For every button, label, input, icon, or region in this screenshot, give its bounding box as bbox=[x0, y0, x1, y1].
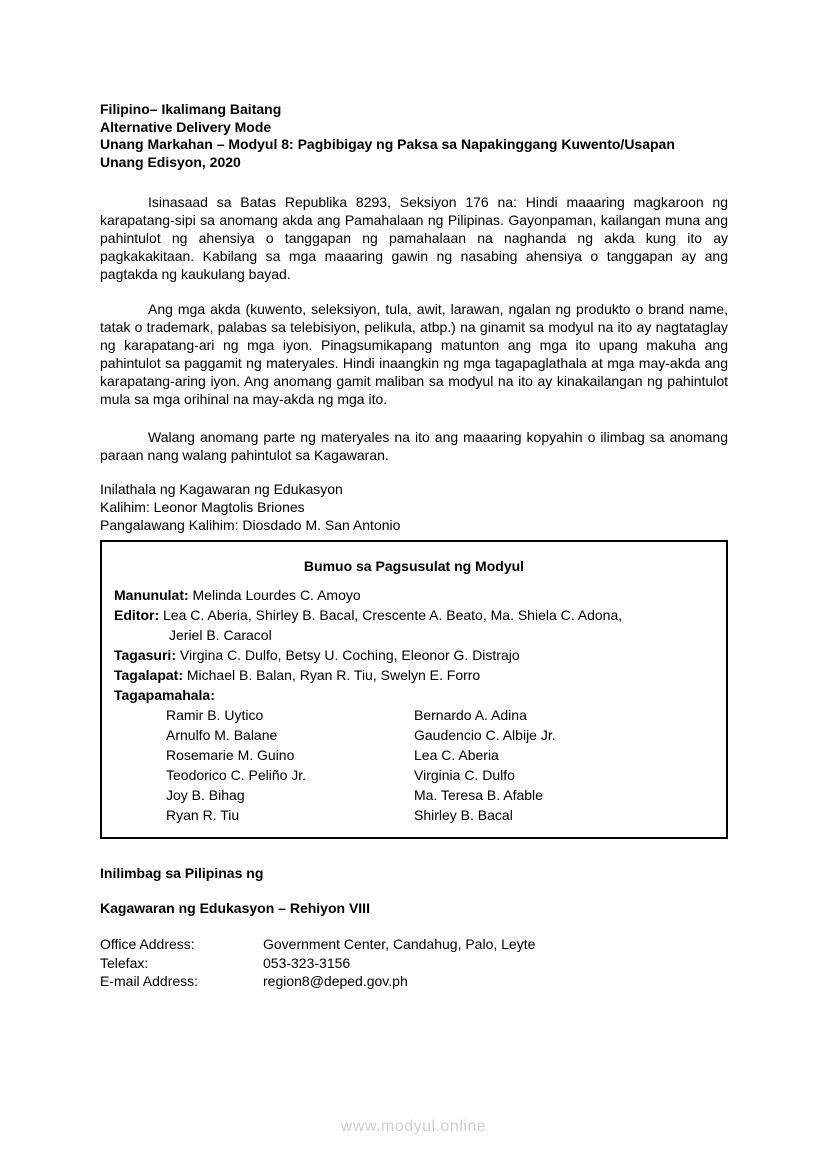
undersecretary-line: Pangalawang Kalihim: Diosdado M. San Antonio bbox=[100, 517, 401, 533]
copyright-paragraph-3: Walang anomang parte ng materyales na ito ang maaaring kopyahin o ilimbag sa anomang paraan nang walang pahintulot sa Kagawaran. bbox=[100, 429, 728, 463]
credits-writer-label: Manunulat: bbox=[114, 587, 189, 603]
doc-subject-line: Filipino– Ikalimang Baitang bbox=[100, 101, 282, 117]
published-by-line: Inilathala ng Kagawaran ng Edukasyon bbox=[100, 481, 343, 497]
telefax-row bbox=[100, 954, 728, 973]
manager-name: Teodorico C. Peliño Jr. bbox=[166, 767, 307, 783]
office-address-value: Government Center, Candahug, Palo, Leyte bbox=[263, 936, 536, 952]
credits-layout-row bbox=[114, 665, 714, 685]
manager-name: Lea C. Aberia bbox=[414, 747, 499, 763]
credits-reviewer-value: Virgina C. Dulfo, Betsy U. Coching, Eleonor G. Distrajo bbox=[175, 647, 520, 663]
doc-mode-line: Alternative Delivery Mode bbox=[100, 118, 272, 135]
printed-in-line: Inilimbag sa Pilipinas ng bbox=[100, 865, 264, 881]
managers-row bbox=[114, 805, 714, 825]
page-content bbox=[100, 101, 728, 991]
copyright-paragraph-1: Isinasaad sa Batas Republika 8293, Seksiyon 176 na: Hindi maaaring magkaroon ng karapatang-sipi sa anomang akda ang Pamahalaan ng Pilipinas. Gayonpaman, kailangan muna ang pahintulot ng ahensiya o tanggapan ng pamahalaan na naghanda ng akda kung ito ay pagkakakitaan. Kabilang sa mga maaaring gawin ng nasabing ahensiya o tanggapan ay ang pagtakda ng kaukulang bayad. bbox=[100, 194, 728, 282]
watermark-text: www.modyul.online bbox=[340, 1118, 487, 1135]
managers-row bbox=[114, 765, 714, 785]
manager-name: Ryan R. Tiu bbox=[166, 807, 240, 823]
credits-editor-value: Lea C. Aberia, Shirley B. Bacal, Crescente A. Beato, Ma. Shiela C. Adona, bbox=[159, 607, 623, 623]
credits-editor-row bbox=[114, 605, 714, 625]
manager-name: Gaudencio C. Albije Jr. bbox=[414, 727, 556, 743]
publisher-region-line: Kagawaran ng Edukasyon – Rehiyon VIII bbox=[100, 900, 370, 916]
managers-row bbox=[114, 745, 714, 765]
credits-reviewer-row bbox=[114, 645, 714, 665]
doc-edition-line: Unang Edisyon, 2020 bbox=[100, 153, 241, 170]
secretary-line: Kalihim: Leonor Magtolis Briones bbox=[100, 499, 305, 515]
telefax-value: 053-323-3156 bbox=[263, 954, 351, 971]
copyright-paragraph-2: Ang mga akda (kuwento, seleksiyon, tula, awit, larawan, ngalan ng produkto o brand name, tatak o trademark, palabas sa telebisiyon, pelikula, atbp.) na ginamit sa modyul na ito ay nagtataglay ng karapatang-ari ng mga iyon. Pinagsumikapang matunton ang mga ito upang makuha ang pahintulot sa paggamit ng materyales. Hindi inaangkin ng mga tagapaglathala at mga may-akda ang karapatang-aring iyon. Ang anomang gamit maliban sa modyul na ito ay kinakailangan ng pahintulot mula sa mga orihinal na may-akda ng mga ito. bbox=[100, 301, 728, 407]
manager-name: Shirley B. Bacal bbox=[414, 807, 513, 823]
publisher-block bbox=[100, 480, 728, 534]
office-address-label: Office Address: bbox=[100, 936, 195, 952]
header-block bbox=[100, 101, 728, 171]
email-row bbox=[100, 972, 728, 991]
email-value: region8@deped.gov.ph bbox=[263, 973, 408, 989]
credits-layout-label: Tagalapat: bbox=[114, 667, 183, 683]
manager-name: Rosemarie M. Guino bbox=[166, 747, 295, 763]
credits-editor-continuation: Jeriel B. Caracol bbox=[169, 627, 272, 643]
credits-box-title: Bumuo sa Pagsusulat ng Modyul bbox=[303, 558, 525, 574]
managers-row bbox=[114, 785, 714, 805]
manager-name: Virginia C. Dulfo bbox=[414, 767, 515, 783]
telefax-label: Telefax: bbox=[100, 954, 149, 971]
credits-editor-label: Editor: bbox=[114, 607, 160, 623]
contact-info-block bbox=[100, 935, 728, 991]
office-address-row bbox=[100, 935, 728, 954]
email-label: E-mail Address: bbox=[100, 973, 199, 989]
doc-module-title-line: Unang Markahan – Modyul 8: Pagbibigay ng Paksa sa Napakinggang Kuwento/Usapan bbox=[100, 136, 675, 152]
manager-name: Bernardo A. Adina bbox=[414, 707, 527, 723]
managers-list bbox=[114, 705, 714, 825]
manager-name: Arnulfo M. Balane bbox=[166, 727, 278, 743]
manager-name: Ramir B. Uytico bbox=[166, 707, 264, 723]
manager-name: Joy B. Bihag bbox=[166, 787, 245, 803]
credits-writer-value: Melinda Lourdes C. Amoyo bbox=[188, 587, 361, 603]
credits-reviewer-label: Tagasuri: bbox=[114, 647, 176, 663]
managers-row bbox=[114, 705, 714, 725]
credits-managers-label: Tagapamahala: bbox=[114, 687, 215, 703]
managers-row bbox=[114, 725, 714, 745]
module-credits-box bbox=[100, 540, 728, 839]
credits-layout-value: Michael B. Balan, Ryan R. Tiu, Swelyn E. Forro bbox=[182, 667, 481, 683]
manager-name: Ma. Teresa B. Afable bbox=[414, 787, 543, 803]
credits-writer-row bbox=[114, 585, 714, 605]
